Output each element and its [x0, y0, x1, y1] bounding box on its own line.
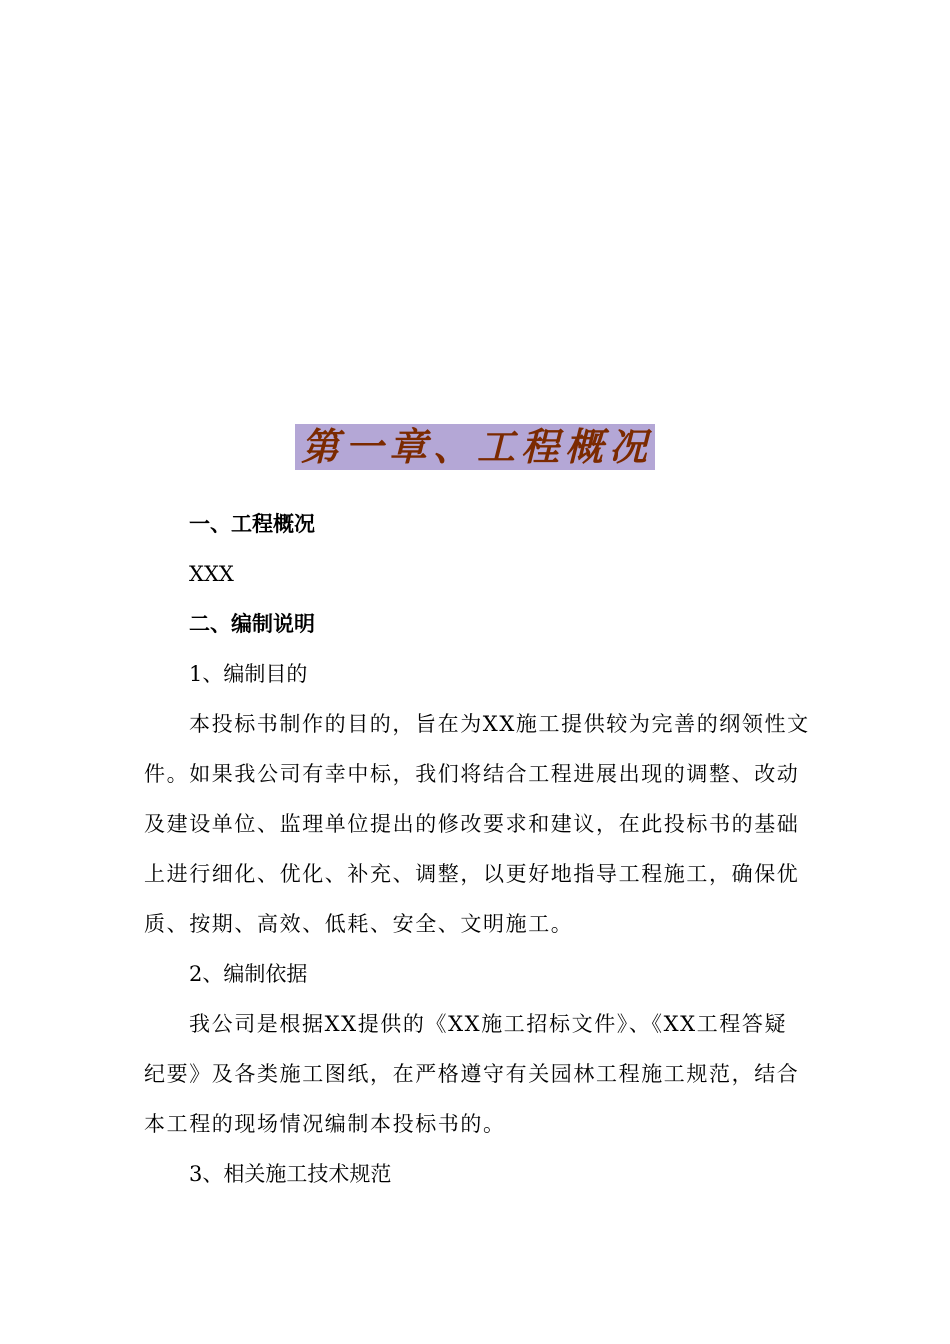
chapter-title-container [0, 424, 950, 470]
paragraph-line: 上进行细化、优化、补充、调整，以更好地指导工程施工，确保优 [144, 862, 800, 886]
section-heading-2: 二、编制说明 [189, 611, 315, 636]
chapter-title: 第一章、工程概况 [295, 424, 655, 470]
subsection-title-3: 3、相关施工技术规范 [189, 1162, 392, 1186]
paragraph-line: 纪要》及各类施工图纸，在严格遵守有关园林工程施工规范，结合 [144, 1062, 800, 1086]
subsection-title-1: 1、编制目的 [189, 662, 308, 686]
subsection-title-2: 2、编制依据 [189, 962, 308, 986]
section-content-1: XXX [189, 562, 234, 586]
paragraph-line: 本投标书制作的目的，旨在为XX施工提供较为完善的纲领性文 [189, 712, 810, 736]
paragraph-line: 件。如果我公司有幸中标，我们将结合工程进展出现的调整、改动 [144, 762, 800, 786]
paragraph-line: 及建设单位、监理单位提出的修改要求和建议，在此投标书的基础 [144, 812, 800, 836]
section-heading-1: 一、工程概况 [189, 511, 315, 536]
paragraph-line: 本工程的现场情况编制本投标书的。 [144, 1112, 506, 1136]
paragraph-line: 质、按期、高效、低耗、安全、文明施工。 [144, 912, 574, 936]
paragraph-line: 我公司是根据XX提供的《XX施工招标文件》、《XX工程答疑 [189, 1012, 788, 1036]
